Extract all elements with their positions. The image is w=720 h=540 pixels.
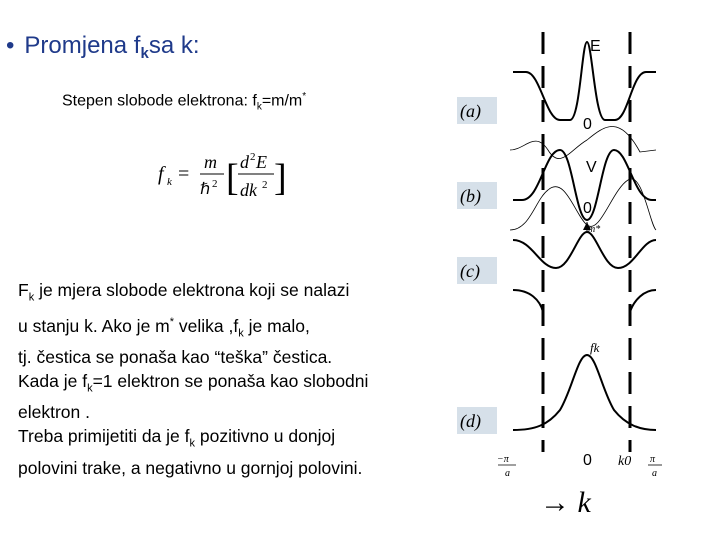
- formula-d2E-E: E: [256, 152, 267, 172]
- title-text-pre: Promjena f: [24, 32, 141, 59]
- para-l2-b: velika ,f: [174, 315, 239, 336]
- formula-den-h: ℏ: [200, 181, 211, 198]
- formula-dk-sup: 2: [262, 179, 268, 191]
- para-l2-sub: k: [238, 326, 244, 339]
- formula-eq: =: [178, 163, 190, 185]
- label-k0: k0: [618, 454, 632, 469]
- formula-bracket-open: [: [226, 157, 239, 199]
- para-line-7: polovini trake, a negativno u gornjoj polovini.: [18, 457, 363, 478]
- para-l6-sub: k: [189, 437, 195, 450]
- label-pos-pi-den: a: [652, 468, 657, 479]
- subheading-sup: *: [302, 91, 307, 102]
- label-mstar: m*: [588, 224, 601, 235]
- label-zero-a: 0: [583, 116, 592, 133]
- subheading-post: =m/m: [261, 92, 303, 110]
- formula-dk: dk: [240, 180, 257, 200]
- label-zero-b: 0: [583, 200, 592, 217]
- formula-num-m: m: [204, 152, 217, 172]
- subheading-pre: Stepen slobode elektrona: f: [62, 92, 257, 110]
- title-text-sub: k: [140, 45, 149, 62]
- title-text-post: sa k:: [148, 32, 200, 59]
- para-l2-a: u stanju k. Ako je m: [18, 315, 170, 336]
- label-E: E: [590, 38, 601, 55]
- para-l2-c: je malo,: [243, 315, 310, 336]
- label-fk: fk: [590, 340, 600, 355]
- label-k-arrow: → k: [540, 486, 591, 519]
- para-line-3: tj. čestica se ponaša kao “teška” čestica.: [18, 346, 333, 367]
- title-bullet: •: [6, 32, 15, 59]
- mass-curve-lower-left: [513, 290, 543, 312]
- para-l1-a: F: [18, 280, 29, 300]
- para-l4-sub: k: [87, 382, 93, 395]
- para-l6-b: pozitivno u donjoj: [195, 426, 336, 447]
- para-l2-sup: *: [169, 315, 175, 328]
- formula-bracket-close: ]: [274, 157, 287, 199]
- formula-lhs-sub: k: [167, 176, 172, 188]
- panel-a-label: (a): [460, 101, 481, 121]
- para-l6-a: Treba primijetiti da je f: [18, 426, 190, 447]
- label-pos-pi: π: [650, 454, 656, 465]
- para-l1-sub: k: [28, 291, 35, 304]
- para-line-5: elektron .: [18, 402, 90, 423]
- label-V: V: [586, 159, 597, 176]
- subheading-sub: k: [256, 101, 262, 113]
- label-neg-pi-den: a: [505, 468, 510, 479]
- panel-b-label: (b): [460, 186, 481, 206]
- para-l4-a: Kada je f: [18, 370, 88, 391]
- formula-d2E-sup: 2: [250, 151, 256, 163]
- panel-c-label: (c): [460, 261, 480, 281]
- label-zero-d: 0: [583, 452, 592, 469]
- mass-curve-lower-right: [630, 290, 656, 312]
- energy-upper-band: [513, 42, 656, 120]
- para-l1-b: je mjera slobode elektrona koji se nalazi: [34, 280, 350, 300]
- formula-den-2: 2: [212, 178, 218, 190]
- formula-d2E-d: d: [240, 152, 249, 172]
- para-l4-b: =1 elektron se ponaša kao slobodni: [92, 370, 369, 391]
- formula-lhs: f: [158, 163, 164, 185]
- label-neg-pi: −π: [497, 454, 509, 465]
- mass-curve: [513, 232, 656, 268]
- fk-curve: [513, 355, 656, 430]
- panel-d-label: (d): [460, 411, 481, 431]
